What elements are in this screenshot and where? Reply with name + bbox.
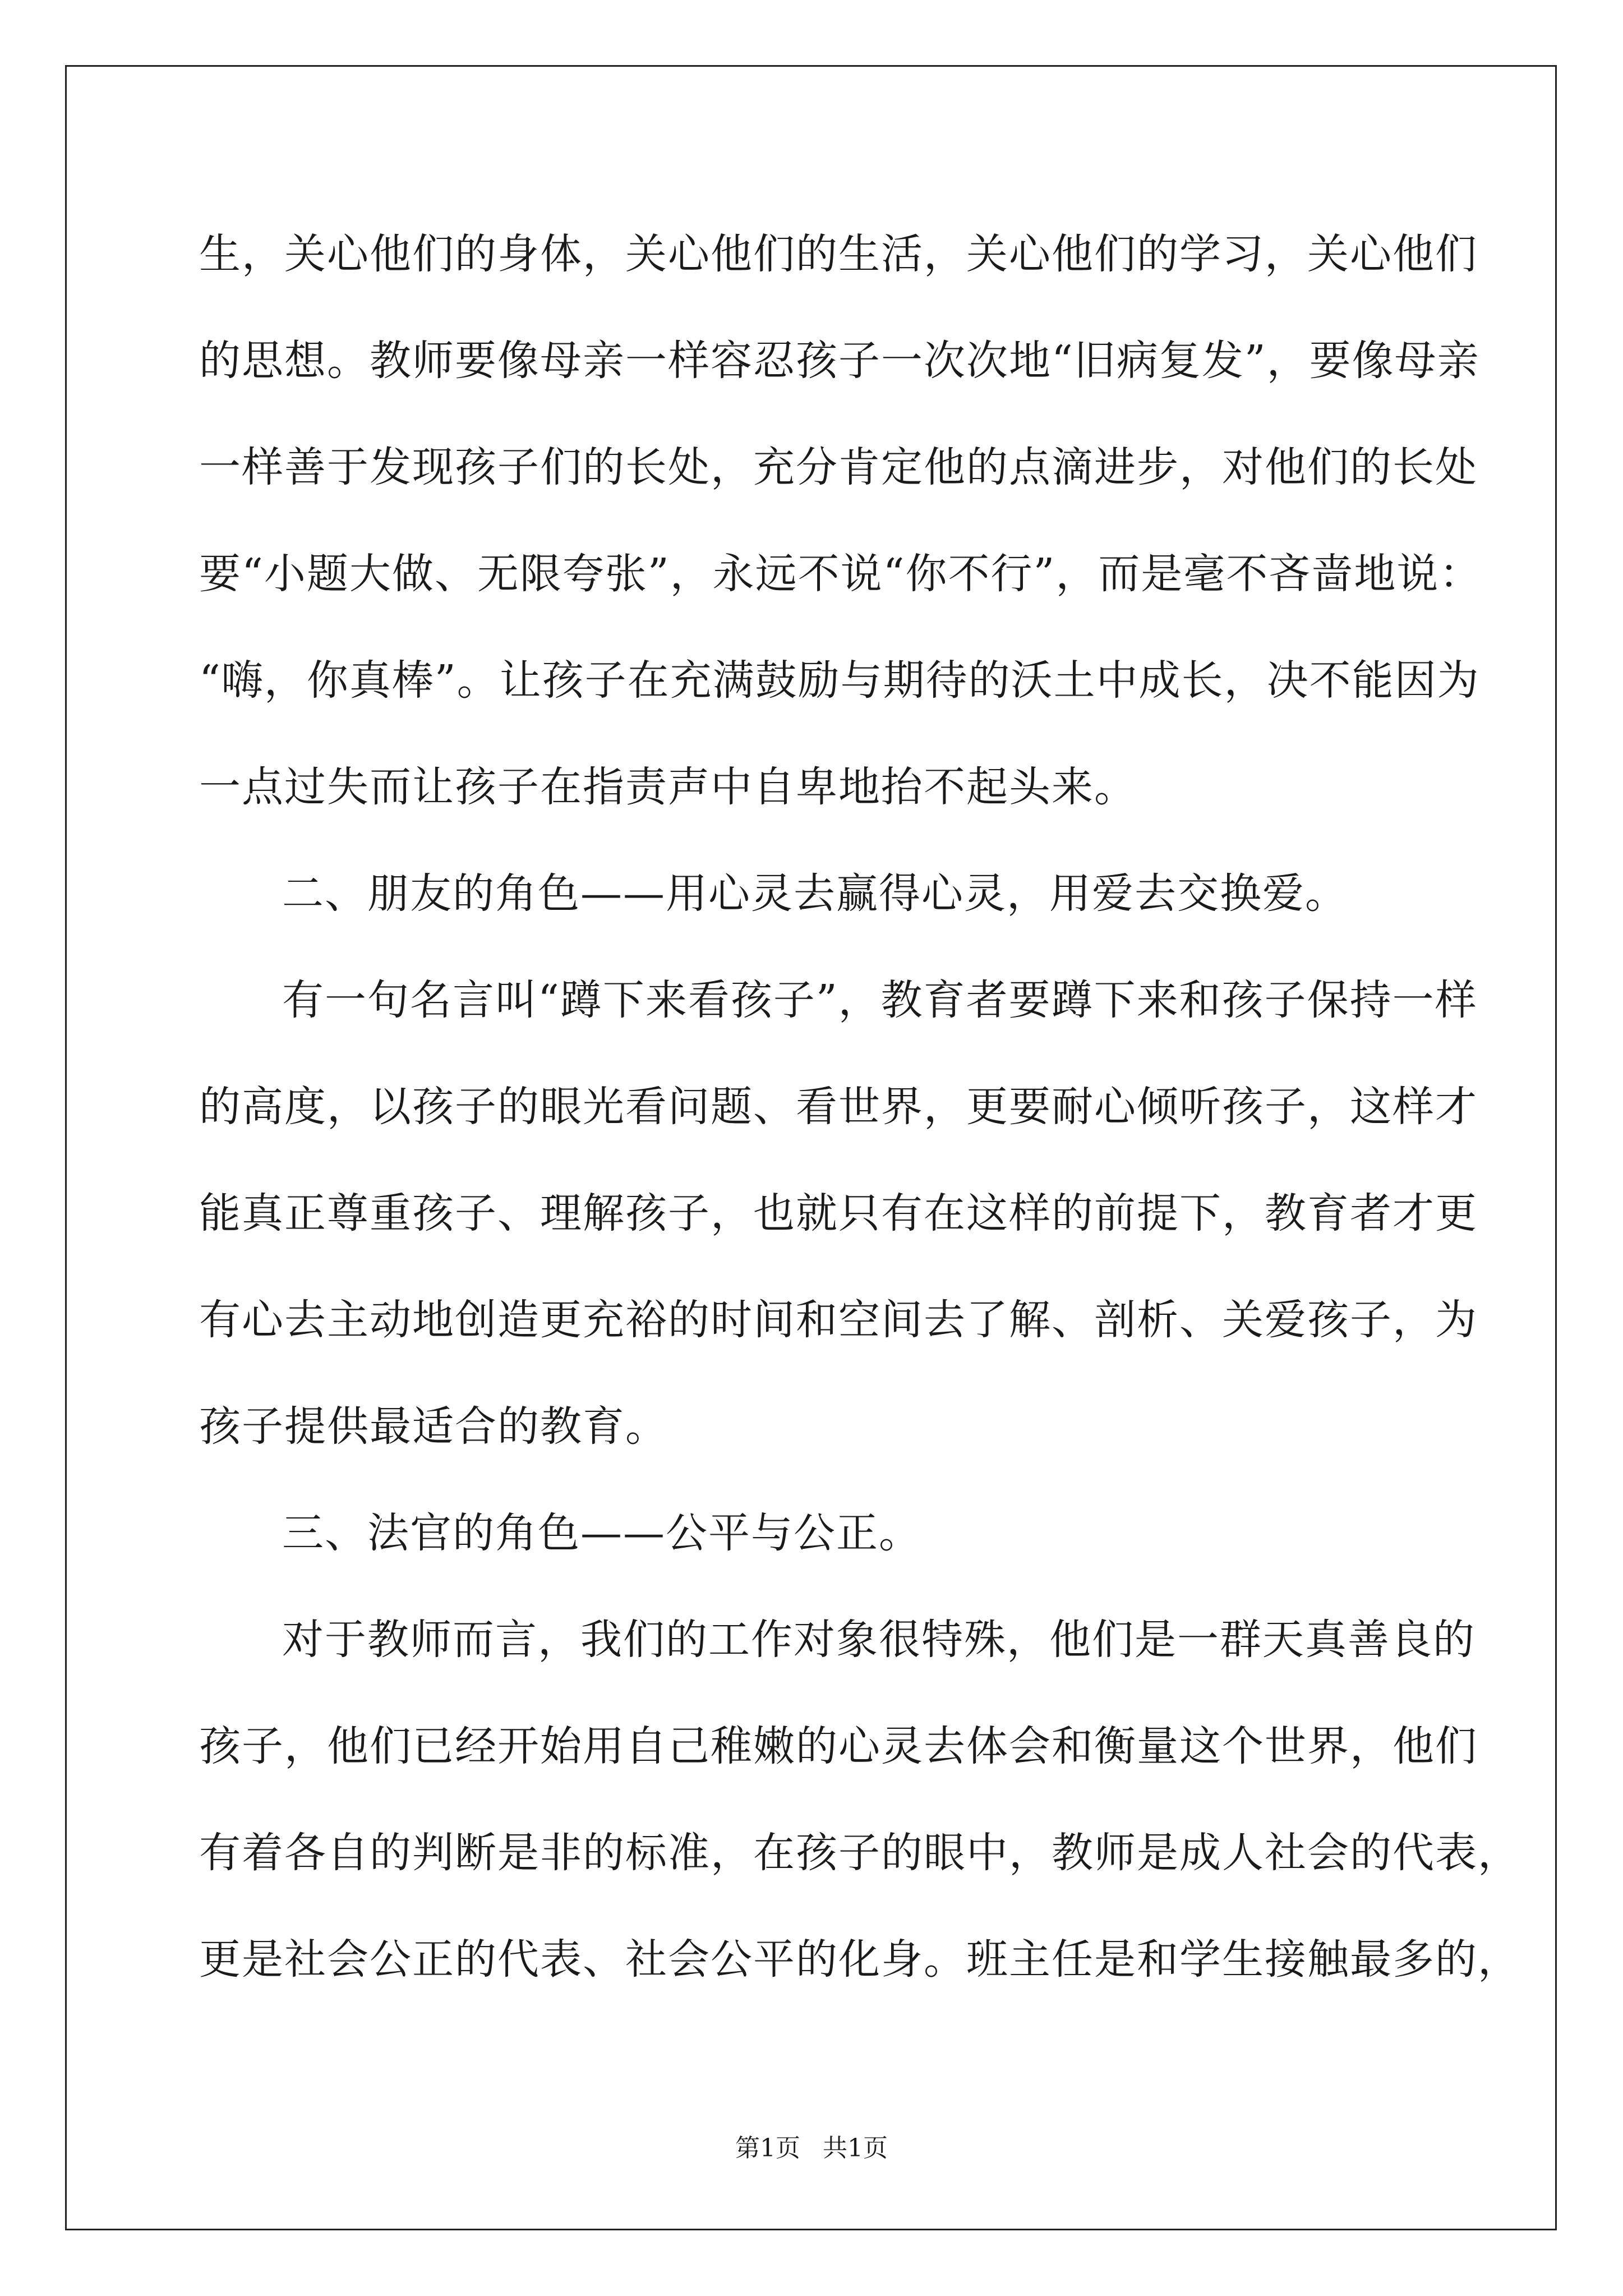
document-body: [199, 222, 1520, 2033]
text-line: 一点过失而让孩子在指责声中自卑地抬不起头来。: [199, 763, 1137, 811]
text-line: 孩子提供最适合的教育。: [199, 1402, 668, 1451]
text-line: 一样善于发现孩子们的长处，充分肯定他的点滴进步，对他们的长处: [199, 443, 1478, 491]
page-number: 第1页: [735, 2134, 800, 2162]
text-line: 对于教师而言，我们的工作对象很特殊，他们是一群天真善良的: [282, 1616, 1476, 1664]
text-line: 更是社会公正的代表、社会公平的化身。班主任是和学生接触最多的，: [199, 1935, 1520, 1984]
section-heading: 二、朋友的角色——用心灵去赢得心灵，用爱去交换爱。: [282, 869, 1348, 918]
text-line: 能真正尊重孩子、理解孩子，也就只有在这样的前提下，教育者才更: [199, 1189, 1478, 1237]
text-line: 有心去主动地创造更充裕的时间和空间去了解、剖析、关爱孩子，为: [199, 1296, 1478, 1344]
page-total: 共1页: [823, 2134, 888, 2162]
text-line: 孩子，他们已经开始用自己稚嫩的心灵去体会和衡量这个世界，他们: [199, 1722, 1478, 1770]
text-line: 生，关心他们的身体，关心他们的生活，关心他们的学习，关心他们: [199, 230, 1478, 278]
text-line: 的思想。教师要像母亲一样容忍孩子一次次地“旧病复发”，要像母亲: [199, 337, 1480, 385]
text-line: 要“小题大做、无限夸张”，永远不说“你不行”，而是毫不吝啬地说：: [199, 550, 1482, 598]
text-line: 的高度，以孩子的眼光看问题、看世界，更要耐心倾听孩子，这样才: [199, 1083, 1478, 1131]
section-heading: 三、法官的角色——公平与公正。: [282, 1509, 921, 1557]
text-line: “嗨，你真棒”。让孩子在充满鼓励与期待的沃土中成长，决不能因为: [199, 656, 1480, 705]
page-footer: [0, 2132, 1623, 2165]
text-line: 有着各自的判断是非的标准，在孩子的眼中，教师是成人社会的代表，: [199, 1829, 1520, 1877]
text-line: 有一句名言叫“蹲下来看孩子”，教育者要蹲下来和孩子保持一样: [282, 976, 1478, 1024]
